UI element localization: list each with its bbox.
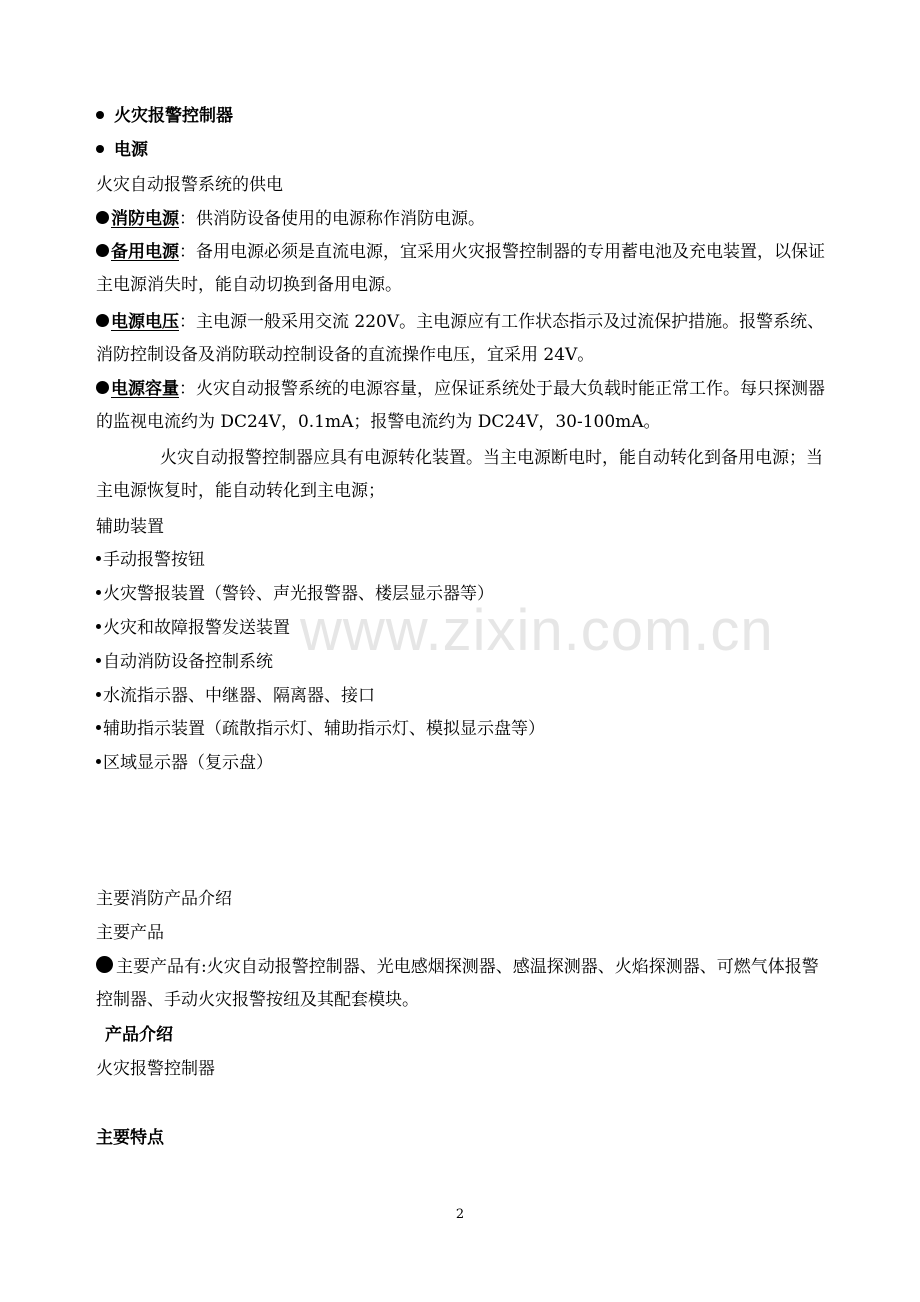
aux-item: 自动消防设备控制系统: [96, 650, 273, 674]
bullet-icon: [96, 145, 104, 153]
aux-item: 水流指示器、中继器、隔离器、接口: [96, 684, 375, 708]
bullet-icon: [96, 624, 101, 629]
bullet-icon: [96, 111, 104, 119]
item-fire-power: 消防电源：供消防设备使用的电源称作消防电源。: [96, 207, 485, 231]
watermark: www.zixin.com.cn: [300, 598, 774, 663]
bullet-icon: [96, 956, 113, 973]
bullet-icon: [96, 244, 109, 257]
item-capacity: 电源容量：火灾自动报警系统的电源容量，应保证系统处于最大负载时能正常工作。每只探测器的监视电流约为 DC24V，0.1mA；报警电流约为 DC24V，30-100mA。: [96, 379, 825, 432]
products-list: 主要产品有:火灾自动报警控制器、光电感烟探测器、感温探测器、火焰探测器、可燃气体报警控制器、手动火灾报警按纽及其配套模块。: [96, 957, 819, 1010]
aux-item: 火灾和故障报警发送装置: [96, 616, 290, 640]
conversion-paragraph: 火灾自动报警控制器应具有电源转化装置。当主电源断电时，能自动转化到备用电源；当主电源恢复时，能自动转化到主电源；: [96, 448, 823, 501]
aux-item: 区域显示器（复示盘）: [96, 751, 273, 775]
bullet-icon: [96, 759, 101, 764]
bullet-icon: [96, 381, 109, 394]
bullet-icon: [96, 556, 101, 561]
controller-title: 火灾报警控制器: [96, 1059, 215, 1079]
supply-title: 火灾自动报警系统的供电: [96, 175, 283, 195]
heading-fire-alarm-controller: 火灾报警控制器: [96, 104, 233, 128]
product-intro-heading: 产品介绍: [105, 1025, 173, 1045]
item-voltage: 电源电压：主电源一般采用交流 220V。主电源应有工作状态指示及过流保护措施。报警系统、消防控制设备及消防联动控制设备的直流操作电压，宜采用 24V。: [96, 312, 825, 365]
bullet-icon: [96, 658, 101, 663]
bullet-icon: [96, 314, 109, 327]
item-backup-power: 备用电源：备用电源必须是直流电源，宜采用火灾报警控制器的专用蓄电池及充电装置，以保证主电源消失时，能自动切换到备用电源。: [96, 242, 825, 295]
products-intro: 主要消防产品介绍: [96, 889, 232, 909]
bullet-icon: [96, 692, 101, 697]
aux-item: 火灾警报装置（警铃、声光报警器、楼层显示器等）: [96, 582, 494, 606]
products-title: 主要产品: [96, 923, 164, 943]
bullet-icon: [96, 725, 101, 730]
page-number: 2: [455, 1207, 465, 1222]
aux-item: 辅助指示装置（疏散指示灯、辅助指示灯、模拟显示盘等）: [96, 717, 545, 741]
bullet-icon: [96, 590, 101, 595]
aux-item: 手动报警按钮: [96, 548, 205, 572]
heading-power: 电源: [96, 138, 148, 162]
features-heading: 主要特点: [96, 1128, 164, 1148]
bullet-icon: [96, 211, 109, 224]
aux-title: 辅助装置: [96, 517, 164, 537]
